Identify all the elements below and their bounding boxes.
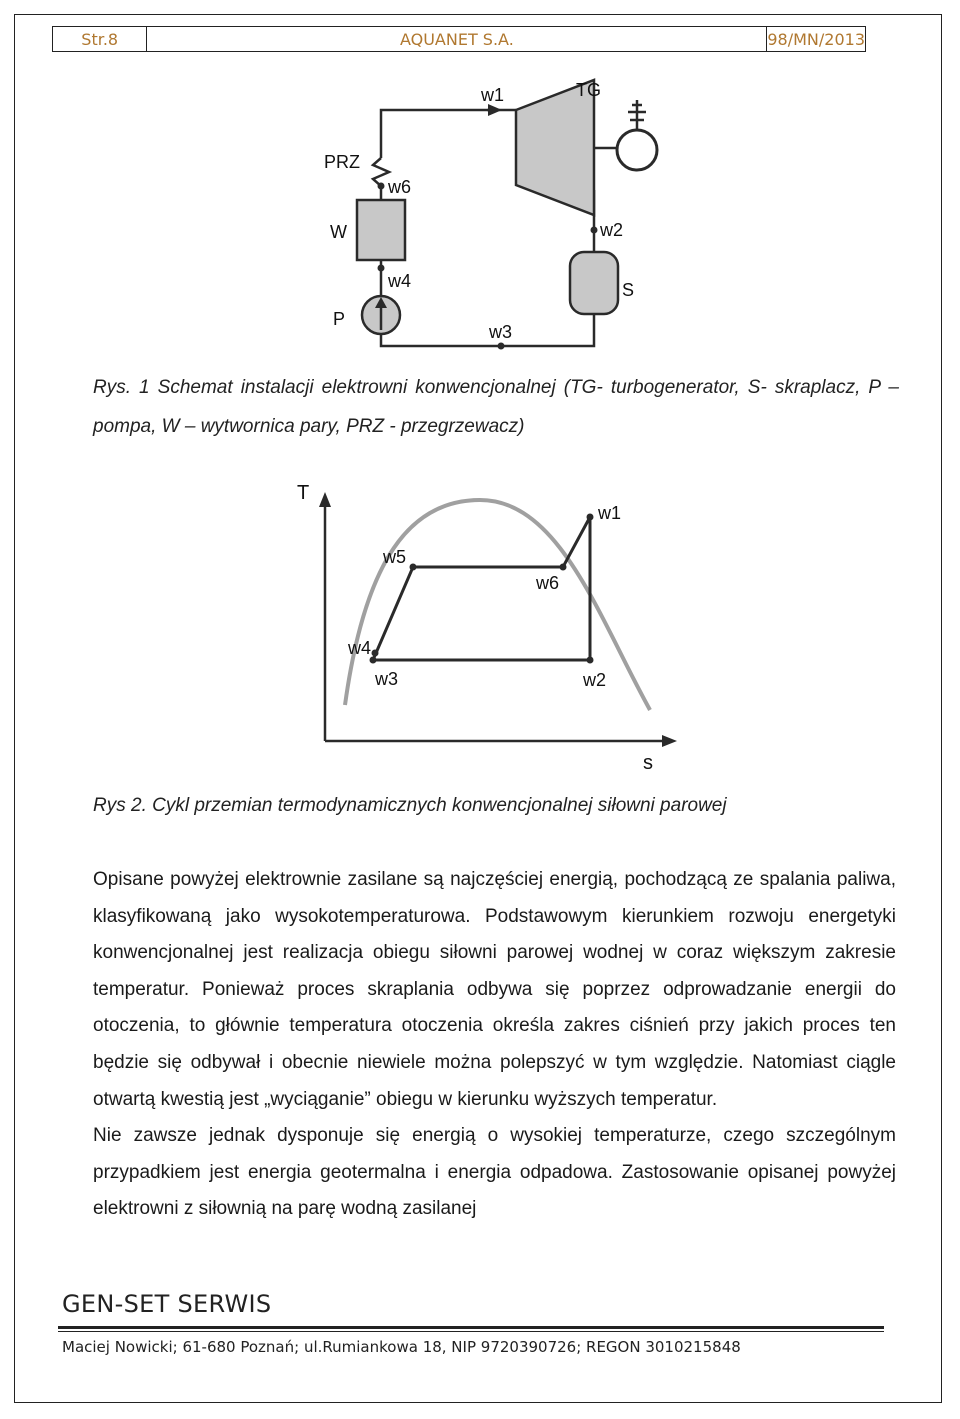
point-w2: [591, 227, 598, 234]
label-s: S: [622, 280, 635, 300]
footer-info: Maciej Nowicki; 61-680 Poznań; ul.Rumiankowa 18, NIP 9720390726; REGON 3010215848: [62, 1338, 741, 1356]
label-w5: w5: [383, 547, 407, 567]
footer-rule-thin: [58, 1331, 884, 1332]
t-axis-arrow: [319, 492, 331, 507]
header-page-number: Str.8: [53, 27, 147, 51]
label-w3: w3: [375, 669, 399, 689]
label-prz: PRZ: [324, 152, 360, 172]
superheater-zigzag: [373, 158, 389, 200]
label-w2: w2: [583, 670, 607, 690]
label-tg: TG: [576, 80, 601, 100]
point-w5: [410, 564, 417, 571]
label-w2: w2: [600, 220, 624, 240]
pipe-bottom: [381, 314, 594, 346]
point-w1: [488, 107, 495, 114]
label-w4: w4: [388, 271, 412, 291]
label-p: P: [333, 309, 346, 329]
label-w: W: [330, 222, 347, 242]
header-doc-number: 98/MN/2013: [767, 29, 865, 49]
condenser: [570, 252, 618, 314]
figure1-caption: Rys. 1 Schemat instalacji elektrowni konwencjonalnej (TG- turbogenerator, S- skraplacz, P – pompa, W – wytwornica pary, PRZ - przegrzewacz): [93, 377, 899, 437]
label-s-axis: s: [643, 752, 653, 774]
turbine: [516, 80, 594, 215]
point-w2: [587, 657, 594, 664]
footer-brand: GEN-SET SERWIS: [62, 1290, 272, 1318]
paragraph-2: Nie zawsze jednak dysponuje się energią o wysokiej temperaturze, czego szczególnym przypadkiem jest energia geotermalna i energia odpadowa. Zastosowanie opisanej powyżej elektrowni z siłownią na parę wodną zasilanej: [93, 1125, 896, 1220]
steam-generator: [357, 200, 405, 260]
point-w4: [372, 650, 379, 657]
s-axis-arrow: [662, 735, 677, 747]
label-w6: w6: [388, 177, 412, 197]
pipe-top: [381, 110, 516, 158]
label-w3: w3: [489, 322, 513, 342]
point-w6: [378, 183, 385, 190]
label-w1: w1: [481, 85, 505, 105]
point-w4: [378, 265, 385, 272]
label-t-axis: T: [297, 482, 310, 504]
figure2-ts-diagram: [290, 470, 690, 780]
body-text: [93, 862, 896, 1228]
point-w6: [560, 564, 567, 571]
footer-rule: [58, 1326, 884, 1329]
generator-icon: [617, 130, 657, 170]
page-header: [52, 26, 866, 52]
paragraph-1: Opisane powyżej elektrownie zasilane są najczęściej energią, pochodzącą ze spalania paliwa, klasyfikowaną jako wysokotemperaturowa. Podstawowym kierunkiem rozwoju energetyki konwencjonalnej jest realizacja obiegu siłowni parowej wodnej w coraz większym zakresie temperatur. Ponieważ proces skraplania odbywa się poprzez odprowadzanie energii do otoczenia, to głównie temperatura otoczenia określa zakres ciśnień przy jakich proces ten będzie się odbywał i obecnie niewiele można polepszyć w tym względzie. Natomiast ciągle otwartą kwestią jest „wyciąganie” obiegu w kierunku wyższych temperatur.: [93, 869, 896, 1110]
figure1-schematic: [310, 68, 690, 358]
point-w1: [587, 514, 594, 521]
label-w4: w4: [348, 638, 372, 658]
figure2-caption: Rys 2. Cykl przemian termodynamicznych konwencjonalnej siłowni parowej: [93, 795, 727, 816]
header-company: AQUANET S.A.: [147, 27, 767, 51]
point-w3: [498, 343, 505, 350]
label-w6: w6: [536, 573, 560, 593]
label-w1: w1: [598, 503, 622, 523]
